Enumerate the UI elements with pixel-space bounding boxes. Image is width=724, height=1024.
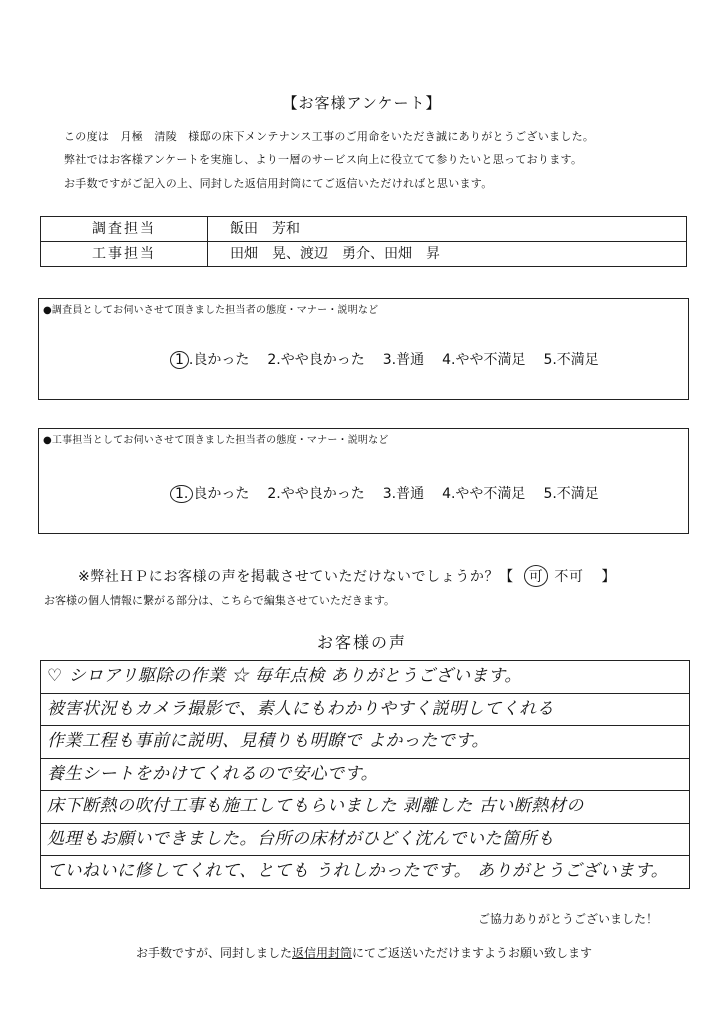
work-staff-value: 田畑 晃、渡辺 勇介、田畑 昇: [230, 246, 440, 262]
work-staff-rating-box: [38, 428, 689, 534]
survey-title: 【お客様アンケート】: [282, 94, 442, 112]
voice-line: 処理もお願いできました。台所の床材がひどく沈んでいた箇所も: [41, 824, 689, 857]
survey-staff-value: 飯田 芳和: [230, 221, 300, 237]
intro-line-1: この度は 月極 清陵 様邸の床下メンテナンス工事のご用命をいただき誠にありがとうございました。: [64, 130, 595, 143]
survey-staff-options: [175, 349, 599, 369]
work-staff-question: ●工事担当としてお伺いさせて頂きました担当者の態度・マナー・説明など: [43, 435, 389, 446]
survey-staff-question: ●調査員としてお伺いさせて頂きました担当者の態度・マナー・説明など: [43, 305, 379, 316]
rating-option-3[interactable]: 3.普通: [382, 486, 425, 502]
rating-option-1-selected[interactable]: [175, 483, 249, 503]
thanks-text: ご協力ありがとうございました！: [478, 912, 659, 926]
rating-option-3[interactable]: 3.普通: [382, 352, 425, 368]
work-staff-row: [41, 241, 686, 266]
work-staff-label: 工事担当: [41, 242, 208, 266]
voice-line: ていねいに修してくれて、とても うれしかったです。 ありがとうございます。: [41, 856, 689, 889]
privacy-note: お客様の個人情報に繋がる部分は、こちらで編集させていただきます。: [44, 594, 396, 607]
customer-voice-title: お客様の声: [316, 633, 407, 652]
rating-option-2[interactable]: 2.やや良かった: [267, 352, 365, 368]
hp-bracket-close: 】: [601, 569, 617, 585]
return-envelope-text: 返信用封筒: [292, 946, 353, 960]
rating-option-2[interactable]: 2.やや良かった: [267, 486, 365, 502]
return-request: [136, 944, 592, 961]
rating-option-4[interactable]: 4.やや不満足: [442, 352, 526, 368]
voice-line: 床下断熱の吹付工事も施工してもらいました 剥離した 古い断熱材の: [41, 791, 689, 824]
staff-table: [40, 216, 687, 267]
intro-line-3: お手数ですがご記入の上、同封した返信用封筒にてご返信いただければと思います。: [64, 177, 493, 190]
hp-choice-yes[interactable]: 可: [524, 565, 549, 587]
rating-option-1-text: 良かった: [193, 486, 250, 502]
rating-option-4[interactable]: 4.やや不満足: [442, 486, 526, 502]
work-staff-options: [175, 483, 599, 503]
rating-option-5[interactable]: 5.不満足: [543, 486, 599, 502]
hp-question-text: ※弊社ＨＰにお客様の声を掲載させていただけないでしょうか？【: [78, 569, 514, 585]
survey-staff-label: 調査担当: [41, 217, 208, 241]
voice-line: 作業工程も事前に説明、見積りも明瞭で よかったです。: [41, 726, 689, 759]
selected-mark: 1.: [170, 485, 193, 503]
selected-mark: 1: [170, 351, 189, 369]
return-request-post: にてご返送いただけますようお願い致します: [352, 946, 593, 960]
survey-staff-row: [41, 217, 686, 241]
return-request-pre: お手数ですが、同封しました: [136, 946, 293, 960]
rating-option-1-text: .良かった: [188, 352, 250, 368]
hp-choice-no[interactable]: 不可: [554, 569, 584, 585]
survey-staff-rating-box: [38, 298, 689, 400]
hp-permission-question: [78, 565, 616, 587]
customer-voice-box: [40, 660, 690, 889]
voice-line: 養生シートをかけてくれるので安心です。: [41, 759, 689, 792]
rating-option-1-selected[interactable]: [175, 349, 249, 369]
rating-option-5[interactable]: 5.不満足: [543, 352, 599, 368]
intro-line-2: 弊社ではお客様アンケートを実施し、より一層のサービス向上に役立てて参りたいと思っております。: [64, 153, 583, 166]
voice-line: ♡ シロアリ駆除の作業 ☆ 毎年点検 ありがとうございます。: [41, 661, 689, 694]
voice-line: 被害状況もカメラ撮影で、素人にもわかりやすく説明してくれる: [41, 694, 689, 727]
